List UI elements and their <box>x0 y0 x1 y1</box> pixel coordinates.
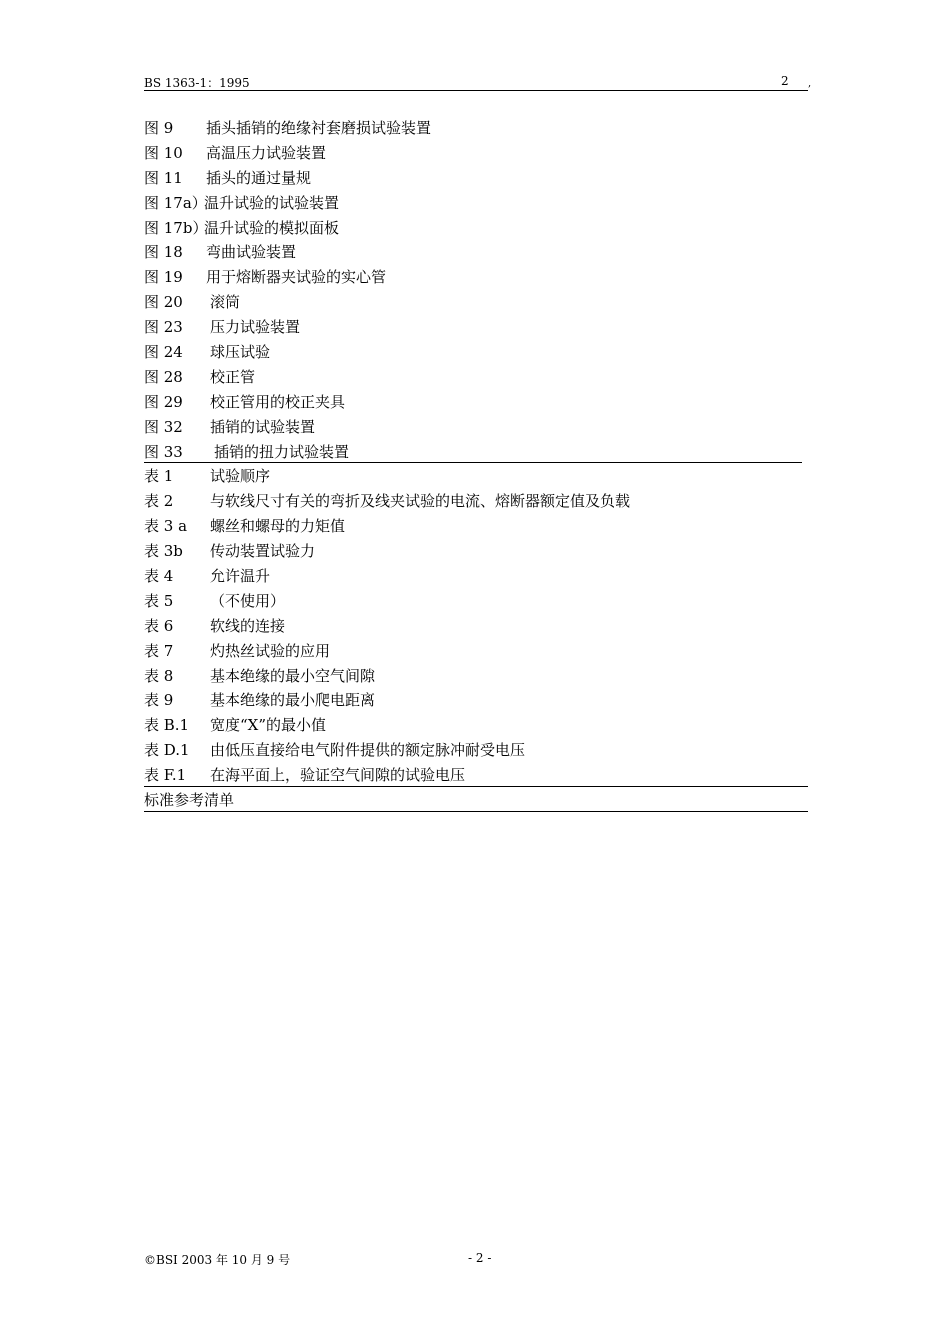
table-title: 宽度“X”的最小值 <box>210 716 327 735</box>
figure-entry <box>144 240 808 265</box>
figure-entry <box>144 290 808 315</box>
table-title: 基本绝缘的最小空气间隙 <box>210 666 376 685</box>
table-entry <box>144 639 808 664</box>
figure-label: 图 10 <box>144 143 183 162</box>
page-header <box>144 72 812 91</box>
references-entry <box>144 788 808 813</box>
figure-title: 校正管用的校正夹具 <box>210 392 346 411</box>
figure-title: 球压试验 <box>210 343 271 362</box>
table-label: 表 2 <box>144 492 174 511</box>
figure-title: 弯曲试验装置 <box>206 243 297 262</box>
header-mark: , <box>808 78 812 89</box>
table-label: 表 4 <box>144 567 174 586</box>
copyright-notice: ©BSI 2003 年 10 月 9 号 <box>144 1253 291 1267</box>
table-entry <box>144 614 808 639</box>
figure-label: 图 24 <box>144 343 183 362</box>
table-entry <box>144 539 808 564</box>
table-entry <box>144 738 808 763</box>
references-label: 标准参考清单 <box>144 791 235 810</box>
table-entry <box>144 464 808 489</box>
figure-label: 图 18 <box>144 243 183 262</box>
table-label: 表 6 <box>144 616 174 635</box>
figure-title: 插头插销的绝缘衬套磨损试验装置 <box>206 119 432 137</box>
table-label: 表 5 <box>144 591 174 610</box>
figure-entry <box>144 166 808 191</box>
table-title: 灼热丝试验的应用 <box>210 641 331 660</box>
figure-label: 图 9 <box>144 119 174 137</box>
table-title: 螺丝和螺母的力矩值 <box>210 517 346 536</box>
page-footer <box>144 1251 564 1269</box>
figure-entry <box>144 315 808 340</box>
figure-title: 插销的扭力试验装置 <box>214 442 350 461</box>
figure-label: 图 32 <box>144 417 183 436</box>
figure-title: 压力试验装置 <box>210 318 301 337</box>
figure-title: 插销的试验装置 <box>210 417 316 436</box>
footer-page-number: - 2 - <box>468 1251 492 1265</box>
table-title: 传动装置试验力 <box>210 542 316 561</box>
table-title: 基本绝缘的最小爬电距离 <box>210 691 376 710</box>
figure-title: 滚筒 <box>210 293 241 312</box>
table-label: 表 7 <box>144 641 174 660</box>
figure-entry <box>144 141 808 166</box>
figure-title: 高温压力试验装置 <box>206 143 327 162</box>
figure-title: 校正管 <box>210 367 256 386</box>
figure-entry <box>144 216 808 241</box>
table-title: 软线的连接 <box>210 616 286 635</box>
figure-title: 温升试验的模拟面板 <box>204 218 340 237</box>
table-label: 表 1 <box>144 467 174 486</box>
figure-title: 用于熔断器夹试验的实心管 <box>206 268 387 287</box>
figure-entry <box>144 191 808 216</box>
table-label: 表 3b <box>144 542 183 561</box>
table-title: 由低压直接给电气附件提供的额定脉冲耐受电压 <box>210 741 526 760</box>
figure-label: 图 20 <box>144 293 183 312</box>
figure-label: 图 19 <box>144 268 183 287</box>
table-entry <box>144 514 808 539</box>
table-entry <box>144 763 808 788</box>
figure-entry <box>144 116 808 141</box>
figure-label: 图 17b） <box>144 218 208 237</box>
table-entry <box>144 713 808 738</box>
table-entry <box>144 489 808 514</box>
figure-entry <box>144 265 808 290</box>
table-label: 表 F.1 <box>144 766 187 785</box>
figure-entry <box>144 415 808 440</box>
table-label: 表 9 <box>144 691 174 710</box>
figure-entry <box>144 440 802 465</box>
figure-label: 图 28 <box>144 367 183 386</box>
figure-label: 图 11 <box>144 168 183 187</box>
table-entry <box>144 664 808 689</box>
figure-entry <box>144 390 808 415</box>
table-label: 表 3 a <box>144 517 188 536</box>
figure-label: 图 29 <box>144 392 183 411</box>
figure-label: 图 17a） <box>144 193 207 212</box>
figure-label: 图 33 <box>144 442 183 461</box>
table-label: 表 D.1 <box>144 741 190 760</box>
figure-label: 图 23 <box>144 318 183 337</box>
table-title: 与软线尺寸有关的弯折及线夹试验的电流、熔断器额定值及负载 <box>210 492 631 511</box>
table-title: 试验顺序 <box>210 467 271 486</box>
table-entry <box>144 589 808 614</box>
table-of-contents <box>144 116 808 813</box>
standard-number: BS 1363-1：1995 <box>144 76 250 90</box>
table-title: 在海平面上，验证空气间隙的试验电压 <box>210 766 466 785</box>
figure-entry <box>144 365 808 390</box>
table-label: 表 B.1 <box>144 716 190 735</box>
figure-title: 插头的通过量规 <box>206 168 312 187</box>
table-title: 允许温升 <box>210 567 271 586</box>
header-page-number: 2 <box>781 74 789 88</box>
table-entry <box>144 564 808 589</box>
figure-entry <box>144 340 808 365</box>
figure-title: 温升试验的试验装置 <box>204 193 340 212</box>
table-title: （不使用） <box>210 591 286 610</box>
table-entry <box>144 688 808 713</box>
table-label: 表 8 <box>144 666 174 685</box>
